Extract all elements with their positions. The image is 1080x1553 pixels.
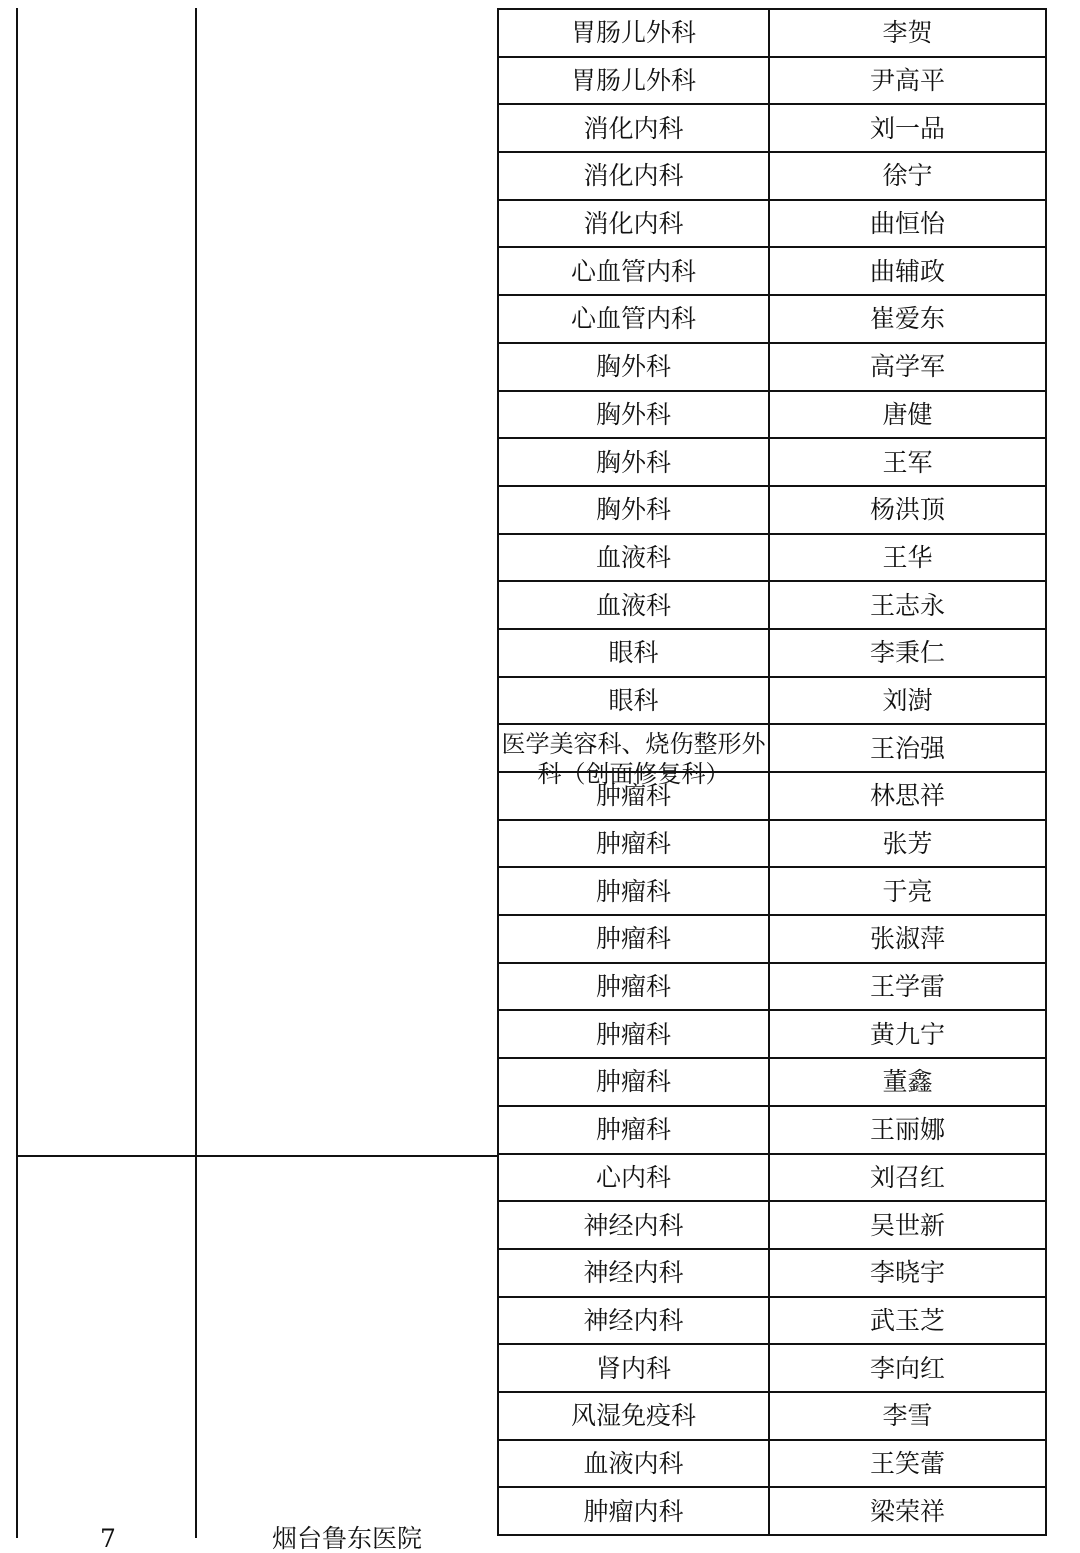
table-left-border bbox=[16, 8, 18, 1538]
department-cell: 眼科 bbox=[497, 678, 770, 724]
doctor-name-cell: 李晓宇 bbox=[770, 1250, 1047, 1296]
table-row bbox=[497, 439, 1047, 487]
department-cell: 神经内科 bbox=[497, 1298, 770, 1344]
table-row bbox=[497, 1345, 1047, 1393]
department-cell: 胸外科 bbox=[497, 439, 770, 485]
table-row bbox=[497, 8, 1047, 58]
table-row bbox=[497, 1059, 1047, 1107]
doctor-name-cell: 曲恒怡 bbox=[770, 201, 1047, 247]
table-row bbox=[497, 344, 1047, 392]
doctor-name-cell: 王治强 bbox=[770, 725, 1047, 771]
table-row bbox=[497, 1107, 1047, 1155]
doctor-name-cell: 曲辅政 bbox=[770, 248, 1047, 294]
doctor-name-cell: 武玉芝 bbox=[770, 1298, 1047, 1344]
doctor-name-cell: 王志永 bbox=[770, 582, 1047, 628]
doctor-name-cell: 李雪 bbox=[770, 1393, 1047, 1439]
table-row bbox=[497, 1155, 1047, 1203]
doctor-name-cell: 崔爱东 bbox=[770, 296, 1047, 342]
department-cell: 肿瘤科 bbox=[497, 773, 770, 819]
department-cell: 风湿免疫科 bbox=[497, 1393, 770, 1439]
table-row bbox=[497, 105, 1047, 153]
table-row bbox=[497, 582, 1047, 630]
department-cell: 肿瘤内科 bbox=[497, 1488, 770, 1534]
department-cell: 胃肠儿外科 bbox=[497, 10, 770, 56]
department-cell: 胸外科 bbox=[497, 344, 770, 390]
department-cell: 肿瘤科 bbox=[497, 916, 770, 962]
table-row bbox=[497, 725, 1047, 789]
department-cell: 神经内科 bbox=[497, 1250, 770, 1296]
doctor-name-cell: 张芳 bbox=[770, 821, 1047, 867]
doctor-table bbox=[497, 8, 1047, 1536]
hospital-name: 烟台鲁东医院 bbox=[272, 1524, 423, 1553]
table-row bbox=[497, 821, 1047, 869]
doctor-name-cell: 唐健 bbox=[770, 392, 1047, 438]
department-cell: 神经内科 bbox=[497, 1202, 770, 1248]
doctor-name-cell: 徐宁 bbox=[770, 153, 1047, 199]
department-cell: 消化内科 bbox=[497, 201, 770, 247]
doctor-name-cell: 李向红 bbox=[770, 1345, 1047, 1391]
table-row bbox=[497, 248, 1047, 296]
doctor-name-cell: 李秉仁 bbox=[770, 630, 1047, 676]
table-row bbox=[497, 58, 1047, 106]
department-cell: 心内科 bbox=[497, 1155, 770, 1201]
doctor-name-cell: 刘澍 bbox=[770, 678, 1047, 724]
table-row bbox=[497, 630, 1047, 678]
doctor-name-cell: 林思祥 bbox=[770, 773, 1047, 819]
department-cell: 心血管内科 bbox=[497, 296, 770, 342]
table-row bbox=[497, 678, 1047, 726]
table-row bbox=[497, 1393, 1047, 1441]
doctor-name-cell: 王丽娜 bbox=[770, 1107, 1047, 1153]
department-cell: 血液科 bbox=[497, 535, 770, 581]
doctor-name-cell: 吴世新 bbox=[770, 1202, 1047, 1248]
table-row bbox=[497, 1488, 1047, 1536]
department-cell: 胃肠儿外科 bbox=[497, 58, 770, 104]
column-divider-number bbox=[195, 8, 197, 1538]
table-row bbox=[497, 773, 1047, 821]
table-row bbox=[497, 392, 1047, 440]
doctor-name-cell: 张淑萍 bbox=[770, 916, 1047, 962]
doctor-name-cell: 于亮 bbox=[770, 868, 1047, 914]
doctor-name-cell: 杨洪顶 bbox=[770, 487, 1047, 533]
table-row bbox=[497, 201, 1047, 249]
doctor-name-cell: 高学军 bbox=[770, 344, 1047, 390]
table-row bbox=[497, 153, 1047, 201]
doctor-name-cell: 李贺 bbox=[770, 10, 1047, 56]
doctor-name-cell: 王学雷 bbox=[770, 964, 1047, 1010]
table-row bbox=[497, 1250, 1047, 1298]
table-row bbox=[497, 1202, 1047, 1250]
department-cell: 肿瘤科 bbox=[497, 1107, 770, 1153]
doctor-name-cell: 王华 bbox=[770, 535, 1047, 581]
department-cell: 肿瘤科 bbox=[497, 964, 770, 1010]
doctor-name-cell: 王笑蕾 bbox=[770, 1441, 1047, 1487]
doctor-name-cell: 董鑫 bbox=[770, 1059, 1047, 1105]
doctor-name-cell: 尹高平 bbox=[770, 58, 1047, 104]
table-row bbox=[497, 487, 1047, 535]
group-divider bbox=[16, 1155, 498, 1157]
department-cell: 肿瘤科 bbox=[497, 1059, 770, 1105]
department-cell: 肾内科 bbox=[497, 1345, 770, 1391]
department-cell: 胸外科 bbox=[497, 487, 770, 533]
department-cell: 肿瘤科 bbox=[497, 821, 770, 867]
table-row bbox=[497, 1011, 1047, 1059]
doctor-name-cell: 刘一品 bbox=[770, 105, 1047, 151]
table-row bbox=[497, 296, 1047, 344]
department-cell: 血液科 bbox=[497, 582, 770, 628]
department-cell: 消化内科 bbox=[497, 105, 770, 151]
table-row bbox=[497, 868, 1047, 916]
table-row bbox=[497, 1298, 1047, 1346]
department-cell: 胸外科 bbox=[497, 392, 770, 438]
department-cell: 医学美容科、烧伤整形外科（创面修复科） bbox=[497, 725, 770, 771]
table-row bbox=[497, 1441, 1047, 1489]
department-cell: 血液内科 bbox=[497, 1441, 770, 1487]
department-cell: 心血管内科 bbox=[497, 248, 770, 294]
table-row bbox=[497, 964, 1047, 1012]
doctor-name-cell: 梁荣祥 bbox=[770, 1488, 1047, 1534]
table-row bbox=[497, 916, 1047, 964]
department-cell: 肿瘤科 bbox=[497, 868, 770, 914]
doctor-name-cell: 刘召红 bbox=[770, 1155, 1047, 1201]
doctor-name-cell: 黄九宁 bbox=[770, 1011, 1047, 1057]
department-cell: 眼科 bbox=[497, 630, 770, 676]
department-cell: 肿瘤科 bbox=[497, 1011, 770, 1057]
doctor-name-cell: 王军 bbox=[770, 439, 1047, 485]
department-cell: 消化内科 bbox=[497, 153, 770, 199]
table-row bbox=[497, 535, 1047, 583]
group-number: 7 bbox=[100, 1524, 116, 1553]
